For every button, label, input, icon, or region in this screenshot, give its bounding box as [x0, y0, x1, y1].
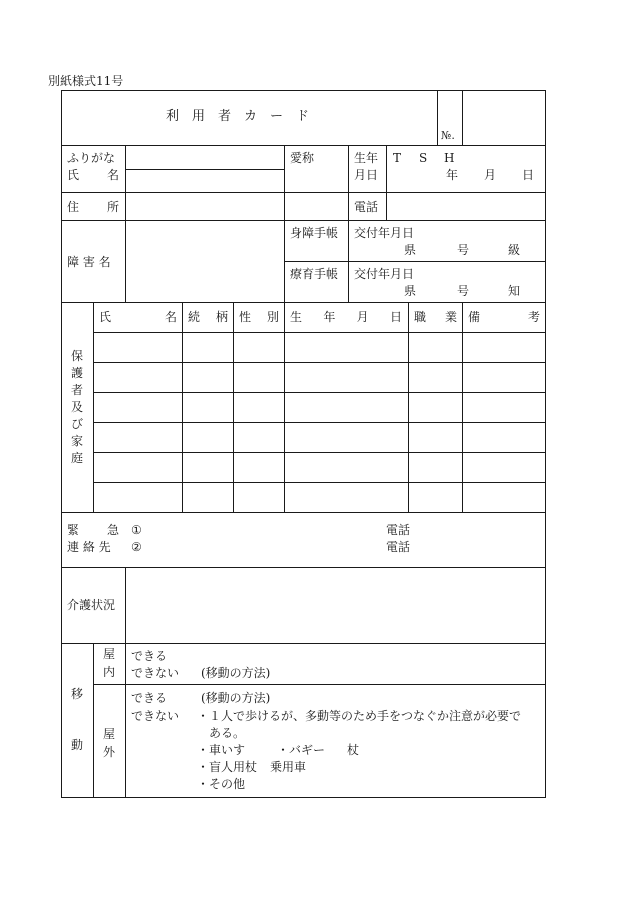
family-name-cell[interactable] — [94, 333, 182, 362]
physical-handbook-grade: 級 — [508, 243, 521, 257]
family-name-cell[interactable] — [94, 363, 182, 392]
family-side-label: 保護者及び家庭 — [70, 349, 83, 465]
family-header-sex: 性 別 — [239, 310, 279, 324]
emergency-label-line2: 連 絡 先 — [67, 540, 111, 554]
family-occupation-cell[interactable] — [409, 363, 462, 392]
family-relation-cell[interactable] — [183, 393, 233, 422]
birth-label-line1: 生年 — [354, 151, 379, 165]
outdoor-label-2: 外 — [103, 745, 116, 759]
outdoor-method-label: (移動の方法) — [201, 691, 271, 705]
method-cane[interactable]: 杖 — [347, 743, 360, 757]
emergency-label-line1: 緊 急 — [67, 523, 119, 537]
indoor-can-option[interactable]: できる — [131, 649, 168, 663]
phone-field[interactable] — [387, 193, 545, 220]
indoor-method-label: (移動の方法) — [201, 666, 271, 680]
birth-year-unit: 年 — [446, 168, 459, 182]
mobility-label-top: 移 — [71, 687, 84, 701]
family-name-cell[interactable] — [94, 423, 182, 452]
outdoor-can-option[interactable]: できる — [131, 691, 168, 705]
family-header-relation: 続 柄 — [188, 310, 228, 324]
number-field[interactable] — [463, 91, 545, 145]
family-header-name: 氏 名 — [99, 310, 177, 324]
era-showa[interactable]: S — [419, 151, 428, 165]
family-name-cell[interactable] — [94, 453, 182, 482]
family-birthdate-cell[interactable] — [285, 453, 408, 482]
era-heisei[interactable]: H — [444, 151, 455, 165]
family-birthdate-cell[interactable] — [285, 423, 408, 452]
emergency-marker-1: ① — [131, 523, 142, 537]
birth-label-line2: 月日 — [354, 168, 379, 182]
disability-label: 障 害 名 — [67, 255, 111, 269]
emergency-contact-2-field[interactable] — [147, 538, 383, 555]
physical-handbook-number: 号 — [457, 243, 470, 257]
emergency-contact-1-field[interactable] — [147, 520, 383, 537]
emergency-phone-1-label: 電話 — [386, 523, 411, 537]
family-birthdate-cell[interactable] — [285, 483, 408, 512]
family-occupation-cell[interactable] — [409, 453, 462, 482]
birth-month-unit: 月 — [484, 168, 497, 182]
family-relation-cell[interactable] — [183, 423, 233, 452]
family-relation-cell[interactable] — [183, 363, 233, 392]
family-relation-cell[interactable] — [183, 333, 233, 362]
rehab-handbook-number: 号 — [457, 284, 470, 298]
furigana-label: ふりがな — [67, 151, 116, 165]
family-relation-cell[interactable] — [183, 483, 233, 512]
family-sex-cell[interactable] — [234, 393, 284, 422]
physical-handbook-issued: 交付年月日 — [354, 226, 415, 240]
birth-day-unit: 日 — [522, 168, 535, 182]
indoor-label-1: 屋 — [103, 647, 116, 661]
address-field[interactable] — [126, 193, 348, 220]
method-white-cane[interactable]: ・盲人用杖 — [197, 760, 258, 774]
form-number: 別紙様式11号 — [48, 74, 124, 88]
mobility-label-bottom: 動 — [71, 738, 84, 752]
indoor-cannot-option[interactable]: できない — [131, 666, 180, 680]
phone-label: 電話 — [354, 200, 379, 214]
furigana-field[interactable] — [126, 146, 284, 169]
indoor-label-2: 内 — [103, 665, 116, 679]
era-taisho[interactable]: T — [393, 151, 402, 165]
name-label: 氏 名 — [67, 168, 119, 182]
method-buggy[interactable]: ・バギー — [277, 743, 326, 757]
care-status-field[interactable] — [126, 568, 545, 643]
emergency-phone-2-field[interactable] — [414, 538, 542, 555]
family-header-note: 備 考 — [468, 310, 540, 324]
method-walk-with-help[interactable]: ・１人で歩けるが、多動等のため手をつなぐか注意が必要で — [197, 709, 522, 723]
care-label: 介護状況 — [67, 598, 116, 612]
family-birthdate-cell[interactable] — [285, 333, 408, 362]
family-note-cell[interactable] — [463, 393, 545, 422]
physical-handbook-label: 身障手帳 — [290, 226, 339, 240]
family-note-cell[interactable] — [463, 363, 545, 392]
family-note-cell[interactable] — [463, 333, 545, 362]
family-note-cell[interactable] — [463, 423, 545, 452]
nickname-label: 愛称 — [290, 151, 315, 165]
disability-field[interactable] — [126, 221, 284, 302]
method-wheelchair[interactable]: ・車いす — [197, 743, 246, 757]
family-sex-cell[interactable] — [234, 363, 284, 392]
method-other[interactable]: ・その他 — [197, 777, 246, 791]
family-occupation-cell[interactable] — [409, 483, 462, 512]
family-sex-cell[interactable] — [234, 483, 284, 512]
family-header-birth: 生 年 月 日 — [290, 310, 402, 324]
family-sex-cell[interactable] — [234, 333, 284, 362]
emergency-marker-2: ② — [131, 540, 142, 554]
outdoor-cannot-option[interactable]: できない — [131, 709, 180, 723]
family-name-cell[interactable] — [94, 393, 182, 422]
number-label: №. — [441, 129, 455, 142]
family-header-job: 職 業 — [414, 310, 457, 324]
family-sex-cell[interactable] — [234, 453, 284, 482]
family-occupation-cell[interactable] — [409, 333, 462, 362]
nickname-field[interactable] — [285, 166, 348, 192]
family-birthdate-cell[interactable] — [285, 363, 408, 392]
method-car[interactable]: 乗用車 — [270, 760, 307, 774]
family-note-cell[interactable] — [463, 453, 545, 482]
user-card-form — [61, 90, 546, 798]
outdoor-label-1: 屋 — [103, 727, 116, 741]
address-label: 住 所 — [67, 200, 119, 214]
family-occupation-cell[interactable] — [409, 423, 462, 452]
rehab-handbook-prefecture: 県 — [404, 284, 417, 298]
family-occupation-cell[interactable] — [409, 393, 462, 422]
emergency-phone-2-label: 電話 — [386, 540, 411, 554]
family-note-cell[interactable] — [463, 483, 545, 512]
emergency-phone-1-field[interactable] — [414, 520, 542, 537]
family-sex-cell[interactable] — [234, 423, 284, 452]
family-relation-cell[interactable] — [183, 453, 233, 482]
rehab-handbook-issued: 交付年月日 — [354, 267, 415, 281]
family-birthdate-cell[interactable] — [285, 393, 408, 422]
card-title: 利 用 者 カ ー ド — [166, 109, 310, 124]
rehab-handbook-label: 療育手帳 — [290, 267, 339, 281]
method-walk-with-help-cont: ある。 — [209, 726, 246, 740]
family-name-cell[interactable] — [94, 483, 182, 512]
physical-handbook-prefecture: 県 — [404, 243, 417, 257]
rehab-handbook-level: 知 — [508, 284, 521, 298]
name-field[interactable] — [126, 170, 284, 192]
